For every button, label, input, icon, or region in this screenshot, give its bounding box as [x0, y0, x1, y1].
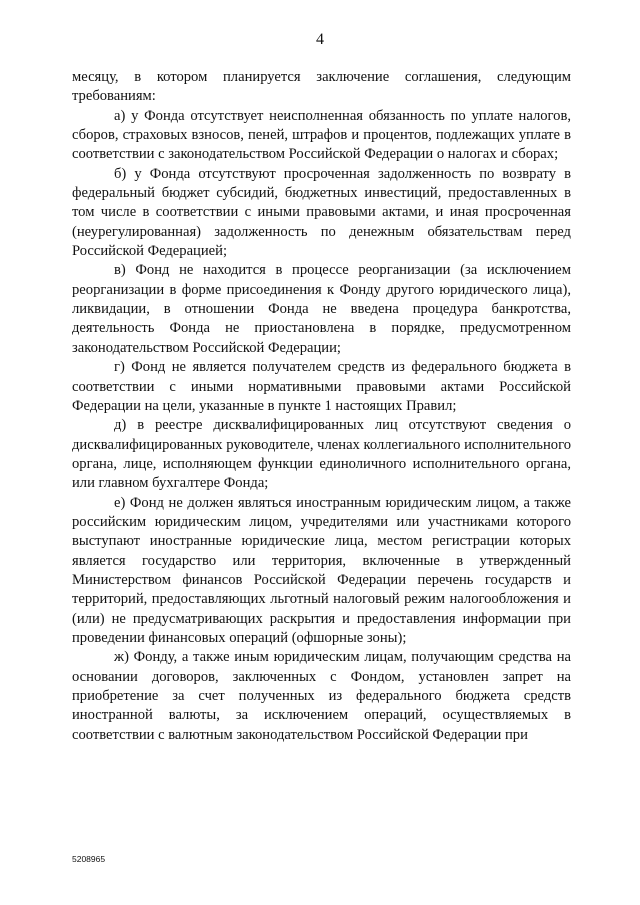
paragraph-item-e: е) Фонд не должен являться иностранным юридическим лицом, а также российским юридическим лицом, учредителями или участниками которого выступают иностранные юридические лица, местом регистрации которых является государство или территория, включенные в утвержденный Министерством финансов Российской Федерации перечень государств и территорий, предоставляющих льготный налоговый режим налогообложения и (или) не предусматривающих раскрытия и предоставления информации при проведении финансовых операций (офшорные зоны); [72, 494, 571, 646]
page-number: 4 [316, 31, 324, 48]
paragraph-item-v: в) Фонд не находится в процессе реорганизации (за исключением реорганизации в форме присоединения к Фонду другого юридического лица), ликвидации, в отношении Фонда не введена процедура банкротства, деятельность Фонда не приостановлена в порядке, предусмотренном законодательством Российской Федерации; [72, 262, 571, 356]
paragraph-item-zh: ж) Фонду, а также иным юридическим лицам, получающим средства на основании договоров, заключенных с Фондом, установлен запрет на приобретение за счет полученных из федерального бюджета средств иностранной валюты, за исключением операций, осуществляемых в соответствии с валютным законодательством Российской Федерации при [72, 649, 571, 743]
paragraph-item-d: д) в реестре дисквалифицированных лиц отсутствуют сведения о дисквалифицированных руководителе, членах коллегиального исполнительного органа, лице, исполняющем функции единоличного исполнительного органа, или главном бухгалтере Фонда; [72, 417, 571, 492]
paragraph-item-b: б) у Фонда отсутствуют просроченная задолженность по возврату в федеральный бюджет субсидий, бюджетных инвестиций, предоставленных в том числе в соответствии с иными правовыми актами, и иная просроченная (неурегулированная) задолженность по денежным обязательствам перед Российской Федерацией; [72, 165, 571, 260]
document-body [72, 68, 571, 745]
paragraph-item-a: а) у Фонда отсутствует неисполненная обязанность по уплате налогов, сборов, страховых взносов, пеней, штрафов и процентов, подлежащих уплате в соответствии с законодательством Российской Федерации о налогах и сборах; [72, 107, 571, 163]
document-code: 5208965 [72, 854, 106, 864]
paragraph-item-g: г) Фонд не является получателем средств из федерального бюджета в соответствии с иными нормативными правовыми актами Российской Федерации на цели, указанные в пункте 1 настоящих Правил; [72, 359, 571, 414]
paragraph-continuation: месяцу, в котором планируется заключение соглашения, следующим требованиям: [72, 69, 571, 105]
